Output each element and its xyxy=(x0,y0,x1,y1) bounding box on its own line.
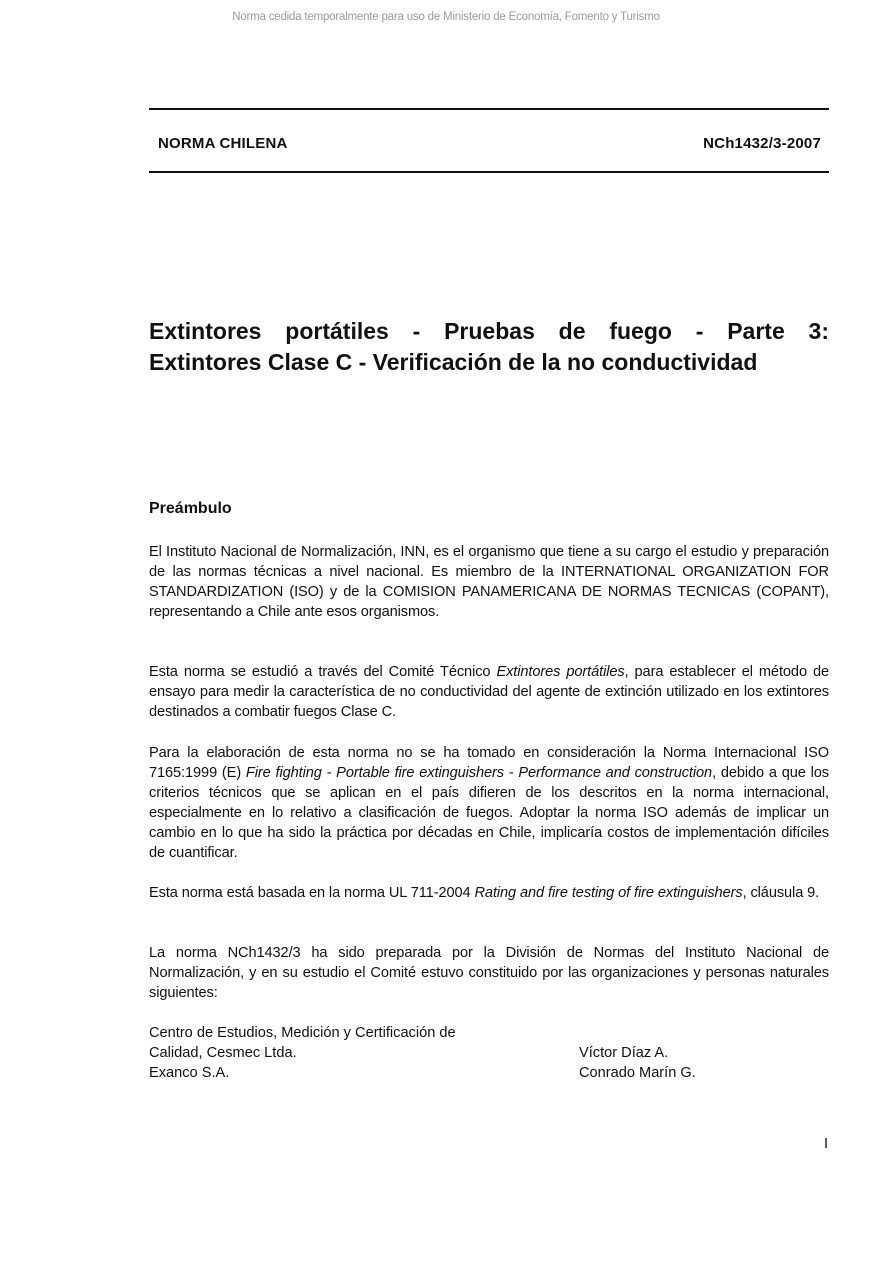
preamble-paragraph-5: La norma NCh1432/3 ha sido preparada por la División de Normas del Instituto Nacional de Normalización, y en su estudio el Comité estuvo constituido por las organizaciones y personas naturales siguientes: xyxy=(149,945,829,1002)
page-number: I xyxy=(823,1136,828,1152)
committee-row xyxy=(149,1043,829,1063)
p2-italic-committee-name: Extintores portátiles xyxy=(496,664,625,680)
preamble-paragraph-1: El Instituto Nacional de Normalización, INN, es el organismo que tiene a su cargo el estudio y preparación de las normas técnicas a nivel nacional. Es miembro de la INTERNATIONAL ORGANIZATION FOR STANDARDIZATION (ISO) y de la COMISION PANAMERICANA DE NORMAS TECNICAS (COPANT), representando a Chile ante esos organismos. xyxy=(149,544,829,621)
p3-italic-iso-title: Fire fighting - Portable fire extinguishers - Performance and construction xyxy=(245,765,713,782)
p2-text-before: Esta norma se estudió a través del Comité Técnico xyxy=(149,664,497,680)
preamble-paragraph-3 xyxy=(149,743,829,864)
title-line-2: Extintores Clase C - Verificación de la no conductividad xyxy=(149,349,758,375)
committee-list xyxy=(149,1023,829,1083)
p3-text-before: Para la elaboración de esta norma no se ha tomado en consideración la Norma Internacional ISO 7165:1999 (E) xyxy=(149,745,829,782)
committee-organization: Calidad, Cesmec Ltda. xyxy=(149,1045,297,1062)
header-bottom-rule xyxy=(149,171,829,173)
committee-row xyxy=(149,1023,829,1043)
preamble-heading: Preámbulo xyxy=(149,500,232,517)
document-title xyxy=(149,316,829,378)
header-norma-chilena: NORMA CHILENA xyxy=(158,135,288,152)
p4-italic-ul-title: Rating and fire testing of fire extinguishers xyxy=(474,885,743,901)
header-standard-code: NCh1432/3-2007 xyxy=(703,135,821,152)
preamble-paragraph-2 xyxy=(149,662,829,722)
p2-text-after: , para establecer el método de ensayo para medir la característica de no conductividad del agente de extinción utilizado en los extintores destinados a combatir fuegos Clase C. xyxy=(149,664,830,721)
title-line-1: Extintores portátiles - Pruebas de fuego - Parte 3: xyxy=(149,318,829,344)
header-top-rule xyxy=(149,108,829,110)
committee-organization: Centro de Estudios, Medición y Certificación de xyxy=(149,1025,456,1041)
watermark-text: Norma cedida temporalmente para uso de Ministerio de Economía, Fomento y Turismo xyxy=(232,11,660,23)
committee-organization: Exanco S.A. xyxy=(149,1065,230,1082)
p4-text-after: , cláusula 9. xyxy=(742,885,820,901)
p3-text-after: , debido a que los criterios técnicos que se aplican en el país difieren de los descritos en la norma internacional, especialmente en lo relativo a clasificación de fuegos. Adoptar la norma ISO además de implicar un cambio en lo que ha sido la práctica por décadas en Chile, implicaría costos de implementación difíciles de cuantificar. xyxy=(149,765,830,862)
committee-person: Víctor Díaz A. xyxy=(579,1045,669,1062)
committee-person: Conrado Marín G. xyxy=(579,1065,696,1082)
p4-text-before: Esta norma está basada en la norma UL 711-2004 xyxy=(149,885,475,901)
preamble-paragraph-4 xyxy=(149,883,829,903)
committee-row xyxy=(149,1063,829,1083)
